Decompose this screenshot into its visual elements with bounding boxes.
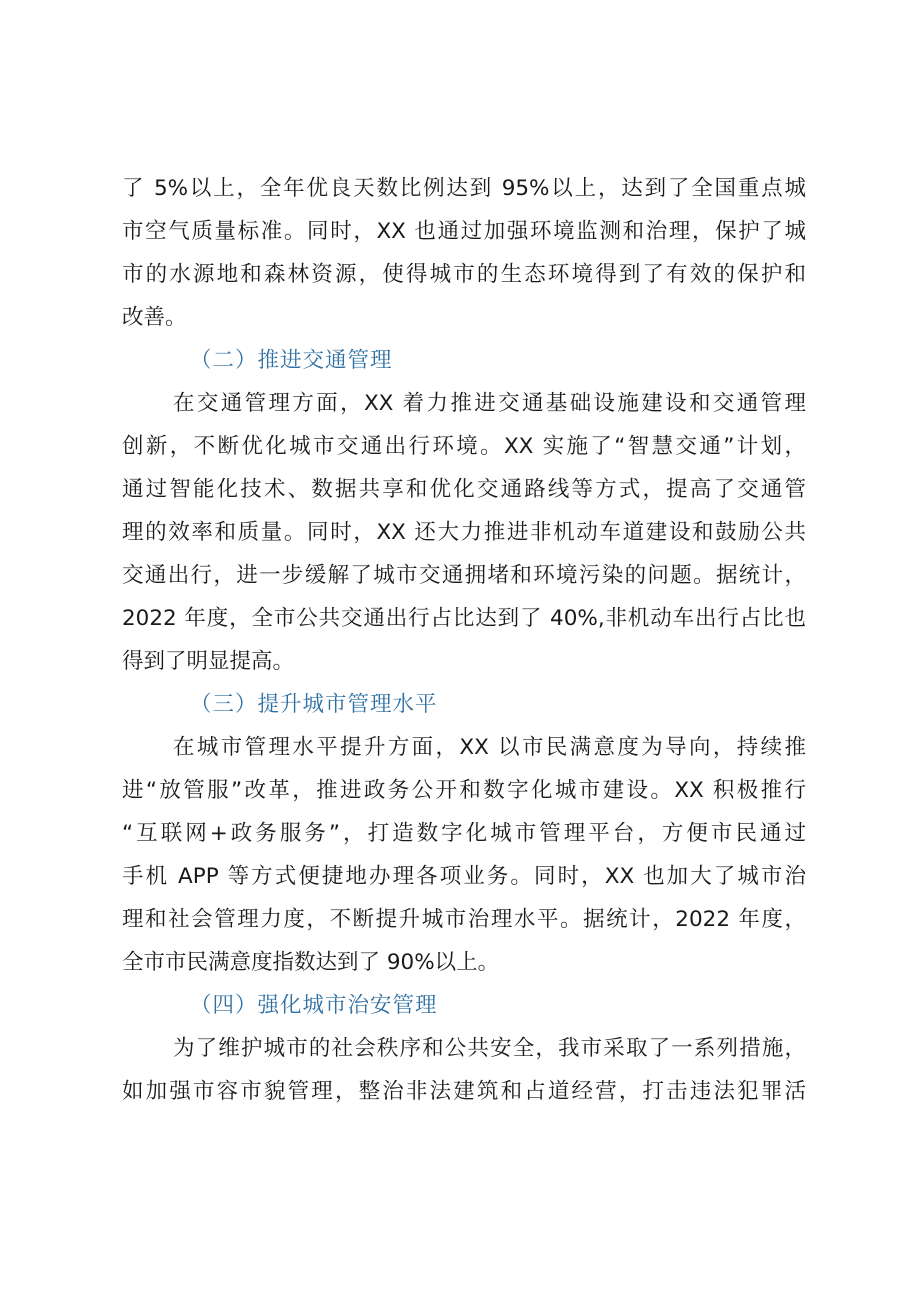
paragraph-1-line-2: 市空气质量标准。同时，XX 也通过加强环境监测和治理，保护了城 (122, 219, 806, 244)
paragraph-3-line-3: “互联网+政务服务”，打造数字化城市管理平台，方便市民通过 (122, 821, 806, 846)
paragraph-4-line-1: 为了维护城市的社会秩序和公共安全，我市采取了一系列措施， (173, 1036, 806, 1061)
paragraph-3-line-6: 全市市民满意度指数达到了 90%以上。 (122, 950, 500, 975)
paragraph-1-line-3: 市的水源地和森林资源，使得城市的生态环境得到了有效的保护和 (122, 262, 806, 287)
paragraph-3-line-5: 理和社会管理力度，不断提升城市治理水平。据统计，2022 年度， (122, 907, 806, 932)
paragraph-2-line-6: 2022 年度，全市公共交通出行占比达到了 40%,非机动车出行占比也 (122, 606, 806, 631)
paragraph-3-line-1: 在城市管理水平提升方面，XX 以市民满意度为导向，持续推 (173, 735, 806, 760)
section-heading-public-security: （四）强化城市治安管理 (190, 993, 438, 1018)
section-heading-traffic: （二）推进交通管理 (190, 348, 393, 373)
paragraph-2-line-4: 理的效率和质量。同时，XX 还大力推进非机动车道建设和鼓励公共 (122, 520, 806, 545)
paragraph-2-line-1: 在交通管理方面，XX 着力推进交通基础设施建设和交通管理 (173, 391, 806, 416)
paragraph-3-line-4: 手机 APP 等方式便捷地办理各项业务。同时，XX 也加大了城市治 (122, 864, 806, 889)
paragraph-1-line-4: 改善。 (122, 305, 187, 330)
paragraph-2-line-5: 交通出行，进一步缓解了城市交通拥堵和环境污染的问题。据统计， (122, 563, 806, 588)
section-heading-city-management: （三）提升城市管理水平 (190, 692, 438, 717)
paragraph-3-line-2: 进“放管服”改革，推进政务公开和数字化城市建设。XX 积极推行 (122, 778, 806, 803)
paragraph-1-line-1: 了 5%以上，全年优良天数比例达到 95%以上，达到了全国重点城 (122, 176, 806, 201)
paragraph-2-line-2: 创新，不断优化城市交通出行环境。XX 实施了“智慧交通”计划， (122, 434, 806, 459)
paragraph-2-line-3: 通过智能化技术、数据共享和优化交通路线等方式，提高了交通管 (122, 477, 806, 502)
paragraph-4-line-2: 如加强市容市貌管理，整治非法建筑和占道经营，打击违法犯罪活 (122, 1079, 806, 1104)
paragraph-2-line-7: 得到了明显提高。 (122, 649, 295, 674)
